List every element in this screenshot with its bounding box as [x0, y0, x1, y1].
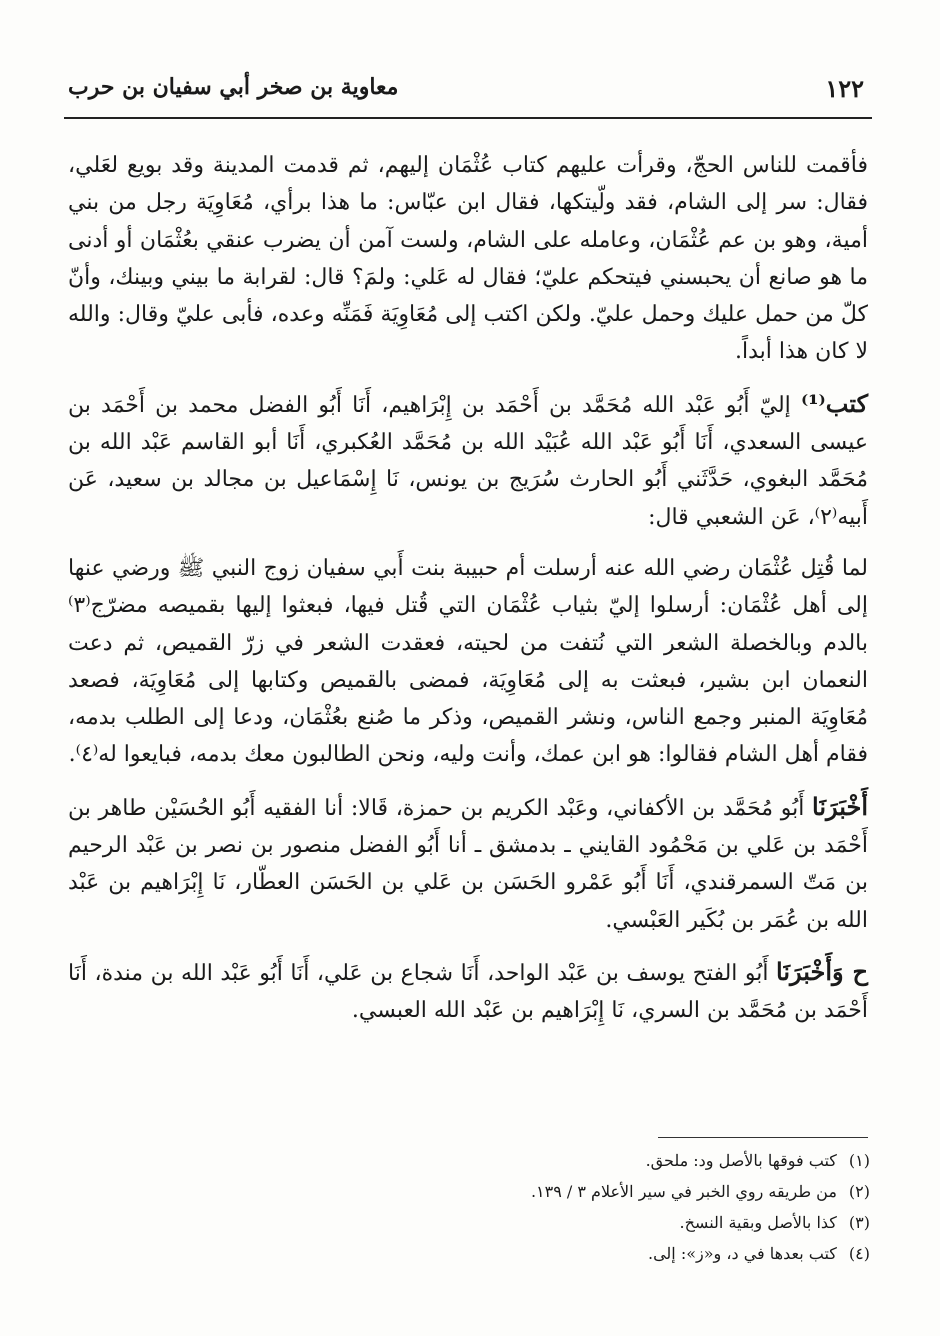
- paragraph-3: [68, 550, 868, 774]
- main-text: [68, 147, 868, 1030]
- footnote-number: (٣): [848, 1213, 870, 1232]
- footnote-3: [68, 1207, 870, 1238]
- footnote-number: (١): [848, 1151, 870, 1170]
- footnote-number: (٤): [848, 1244, 870, 1263]
- paragraph-4: [68, 788, 868, 939]
- footnotes: [68, 1145, 870, 1269]
- paragraph-1: [68, 147, 868, 371]
- paragraph-lead-word: كتب⁽¹⁾: [800, 388, 868, 418]
- page-number: ١٢٢: [825, 74, 864, 103]
- paragraph-2: [68, 385, 868, 536]
- footnote-text: كتب فوقها بالأصل ود: ملحق.: [645, 1151, 837, 1170]
- footnote-number: (٢): [848, 1182, 870, 1201]
- running-title: معاوية بن صخر أبي سفيان بن حرب: [68, 74, 399, 100]
- footnote-text: كتب بعدها في د، و«ز»: إلى.: [648, 1244, 837, 1263]
- paragraph-text: أَبُو الفتح يوسف بن عَبْد الواحد، أَنَا شجاع بن عَلي، أَنَا أَبُو عَبْد الله بن مندة، أَنَا أَحْمَد بن مُحَمَّد بن السري، نَا إِبْرَاهيم بن عَبْد الله العبسي.: [68, 960, 868, 1024]
- paragraph-text: إليّ أَبُو عَبْد الله مُحَمَّد بن أَحْمَد بن إِبْرَاهيم، أَنَا أَبُو الفضل محمد بن أَحْمَد بن عيسى السعدي، أَنَا أَبُو عَبْد الله عُبَيْد الله بن مُحَمَّد العُكبري، أَنَا أبو القاسم عَبْد الله بن مُحَمَّد البغوي، حَدَّثَني أَبُو الحارث سُرَيج بن يونس، نَا إِسْمَاعيل بن مجالد بن سعيد، عَن أَبيه⁽٢⁾، عَن الشعبي قال:: [68, 392, 868, 530]
- paragraph-text: لما قُتِل عُثْمَان رضي الله عنه أرسلت أم حبيبة بنت أَبي سفيان زوج النبي ﷺ ورضي عنها إلى أهل عُثْمَان: أرسلوا إليّ بثياب عُثْمَان التي قُتل فيها، فبعثوا إليها بقميصه مضرّج⁽٣⁾ بالدم وبالخصلة الشعر التي نُتفت من لحيته، فعقدت الشعر في زرّ القميص، ثم دعت النعمان ابن بشير، فبعثت به إلى مُعَاوِيَة، فمضى بالقميص وكتابها إلى مُعَاوِيَة، فصعد مُعَاوِيَة المنبر وجمع الناس، ونشر القميص، وذكر ما صُنع بعُثْمَان، ودعا إلى الطلب بدمه، فقام أهل الشام فقالوا: هو ابن عمك، وأنت وليه، ونحن الطالبون معك بدمه، فبايعوا له⁽٤⁾.: [68, 555, 868, 768]
- page-header: [64, 70, 872, 112]
- footnote-text: من طريقه روي الخبر في سير الأعلام ٣ / ١٣٩.: [530, 1182, 837, 1201]
- paragraph-text: أَبُو مُحَمَّد بن الأكفاني، وعَبْد الكريم بن حمزة، قَالا: أنا الفقيه أَبُو الحُسَيْن طاهر بن أَحْمَد بن عَلي بن مَحْمُود القايني ـ بدمشق ـ أنا أَبُو الفضل منصور بن نصر بن عَبْد الرحيم بن مَتّ السمرقندي، أَنَا أَبُو عَمْرو الحَسَن بن عَلي بن الحَسَن العطّار، نَا إِبْرَاهيم بن عَبْد الله بن عُمَر بن بُكَير العَبْسي.: [68, 795, 868, 933]
- paragraph-lead-word: أَخْبَرَنَا: [812, 791, 868, 821]
- footnote-2: [68, 1176, 870, 1207]
- paragraph-lead-word: ح وَأَخْبَرَنَا: [776, 956, 868, 986]
- paragraph-text: فأقمت للناس الحجّ، وقرأت عليهم كتاب عُثْمَان إليهم، ثم قدمت المدينة وقد بويع لعَلي، فقال: سر إلى الشام، فقد ولّيتكها، فقال ابن عبّاس: ما هذا برأي، مُعَاوِيَة رجل من بني أمية، وهو بن عم عُثْمَان، وعامله على الشام، ولست آمن أن يضرب عنقي بعُثْمَان أو أدنى ما هو صانع أن يحبسني فيتحكم عليّ؛ فقال له عَلي: ولمَ؟ قال: لقرابة ما بيني وبينك، وأنّ كلّ من حمل عليك وحمل عليّ. ولكن اكتب إلى مُعَاوِيَة فَمَنِّه وعده، فأبى عليّ وقال: والله لا كان هذا أبداً.: [68, 153, 868, 365]
- paragraph-5: [68, 953, 868, 1030]
- header-divider: [64, 117, 872, 119]
- footnote-divider: [658, 1137, 868, 1138]
- footnote-1: [68, 1145, 870, 1176]
- footnote-text: كذا بالأصل وبقية النسخ.: [679, 1213, 837, 1232]
- footnote-4: [68, 1238, 870, 1269]
